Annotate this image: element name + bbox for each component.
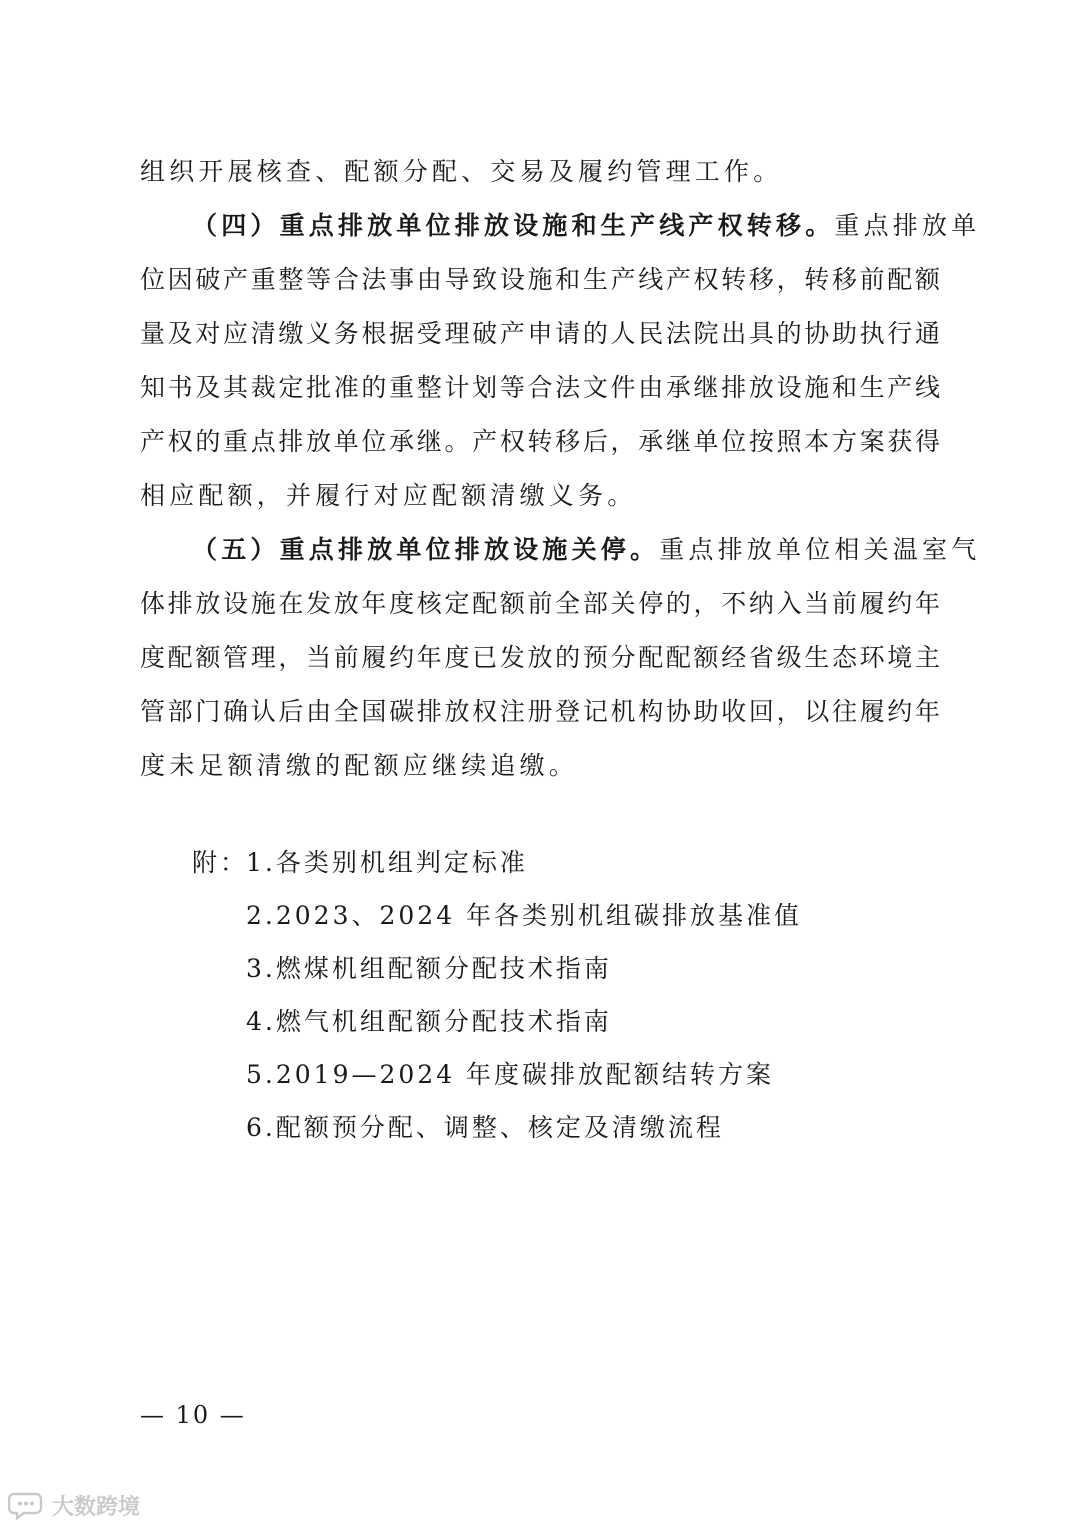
- attachment-item-4: 4.燃气机组配额分配技术指南: [246, 1007, 612, 1036]
- body-line: 度配额管理，当前履约年度已发放的预分配配额经省级生态环境主: [140, 643, 940, 672]
- section-4-text: 重点排放单: [834, 211, 981, 240]
- body-line: 体排放设施在发放年度核定配额前全部关停的，不纳入当前履约年: [140, 589, 940, 618]
- section-5-text: 重点排放单位相关温室气: [659, 535, 981, 564]
- section-5-first-line: [192, 523, 981, 577]
- watermark-text: 大数跨境: [52, 1494, 141, 1520]
- body-line: 度未足额清缴的配额应继续追缴。: [140, 751, 579, 780]
- attachment-item-6: 6.配额预分配、调整、核定及清缴流程: [246, 1113, 724, 1142]
- body-line: 知书及其裁定批准的重整计划等合法文件由承继排放设施和生产线: [140, 373, 940, 402]
- body-line: 相应配额，并履行对应配额清缴义务。: [140, 481, 637, 510]
- chat-bubble-logo-icon: [8, 1490, 46, 1520]
- page-number: — 10 —: [140, 1401, 246, 1429]
- body-line: 量及对应清缴义务根据受理破产申请的人民法院出具的协助执行通: [140, 319, 940, 348]
- watermark: [8, 1488, 140, 1522]
- attachment-item-5: 5.2019—2024 年度碳排放配额结转方案: [246, 1060, 775, 1089]
- section-4-heading: （四）重点排放单位排放设施和生产线产权转移。: [192, 211, 835, 240]
- attachments-label: 附：: [192, 848, 249, 877]
- body-line: 产权的重点排放单位承继。产权转移后，承继单位按照本方案获得: [140, 427, 940, 456]
- section-5-heading: （五）重点排放单位排放设施关停。: [192, 535, 660, 564]
- section-4-first-line: [192, 199, 981, 253]
- body-line: 位因破产重整等合法事由导致设施和生产线产权转移，转移前配额: [140, 265, 940, 294]
- attachment-item-3: 3.燃煤机组配额分配技术指南: [246, 954, 612, 983]
- attachment-item-2: 2.2023、2024 年各类别机组碳排放基准值: [246, 901, 803, 930]
- body-line: 管部门确认后由全国碳排放权注册登记机构协助收回，以往履约年: [140, 697, 940, 726]
- body-line: 组织开展核查、配额分配、交易及履约管理工作。: [140, 157, 783, 186]
- attachment-item-1: 1.各类别机组判定标准: [246, 848, 528, 877]
